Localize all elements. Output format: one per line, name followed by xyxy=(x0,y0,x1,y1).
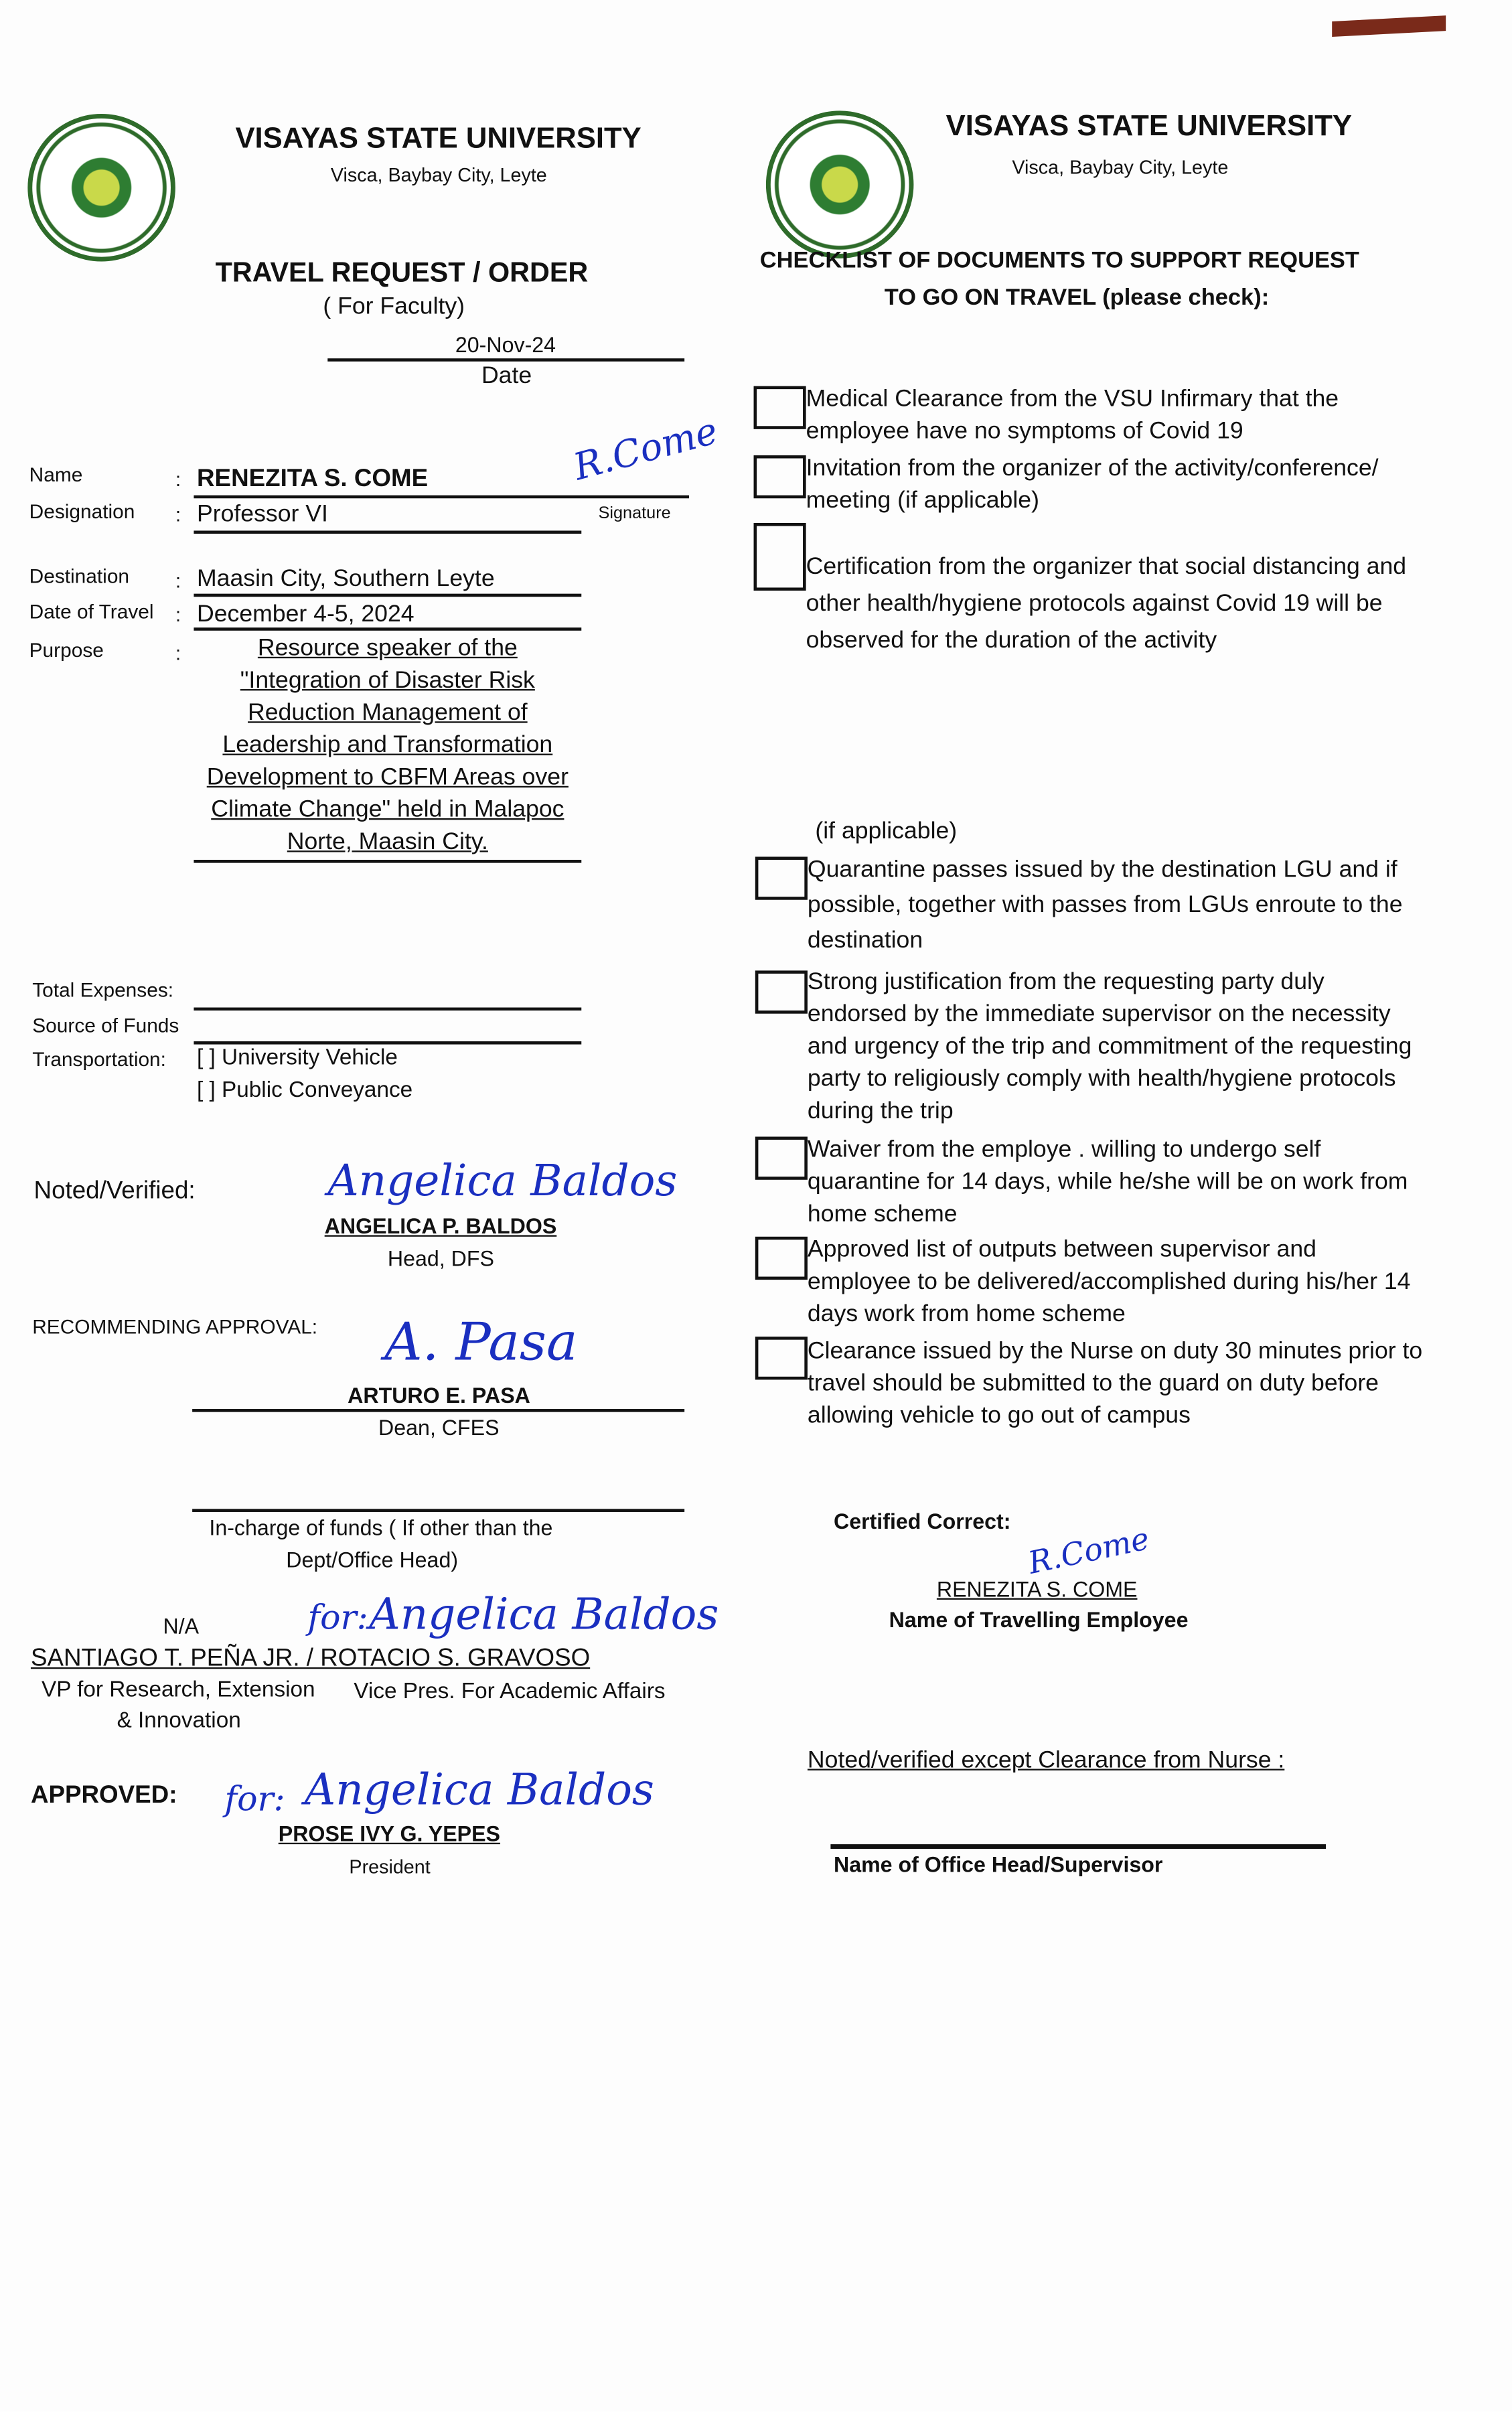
university-name: VISAYAS STATE UNIVERSITY xyxy=(946,110,1352,143)
name-label: Name xyxy=(29,463,83,486)
public-conveyance-checkbox[interactable]: [ ] Public Conveyance xyxy=(197,1078,413,1103)
colon: : xyxy=(175,569,181,593)
destination-value: Maasin City, Southern Leyte xyxy=(197,566,495,593)
office-head-caption: Name of Office Head/Supervisor xyxy=(833,1852,1163,1877)
designation-value: Professor VI xyxy=(197,501,328,528)
pasa-signature: A. Pasa xyxy=(384,1312,578,1374)
vp-academic-title: Vice Pres. For Academic Affairs xyxy=(354,1679,666,1705)
university-address: Visca, Baybay City, Leyte xyxy=(1012,157,1229,179)
transportation-label: Transportation: xyxy=(32,1047,166,1071)
form-subtitle: ( For Faculty) xyxy=(323,293,465,320)
vp-names: SANTIAGO T. PEÑA JR. / ROTACIO S. GRAVOSO xyxy=(30,1645,591,1672)
checkbox-approved-outputs[interactable] xyxy=(755,1237,808,1280)
purpose-line: Norte, Maasin City. xyxy=(287,829,488,856)
president-title: President xyxy=(349,1856,431,1878)
total-expenses-line xyxy=(194,1008,581,1011)
checklist-item-label: Approved list of outputs between supervisor and employee to be delivered/accomplished during his/her 14 days work from home scheme xyxy=(807,1236,1411,1328)
noted-except-label: Noted/verified except Clearance from Nurse : xyxy=(807,1747,1285,1774)
purpose-line-end xyxy=(194,860,581,863)
designation-label: Designation xyxy=(29,500,135,523)
na-text: N/A xyxy=(163,1613,200,1639)
date-of-travel-line xyxy=(194,627,581,631)
purpose-line: Climate Change" held in Malapoc xyxy=(211,796,564,823)
designation-line xyxy=(194,530,581,534)
date-of-travel-value: December 4-5, 2024 xyxy=(197,601,414,628)
purpose-value xyxy=(194,632,581,858)
university-seal-logo xyxy=(766,110,914,258)
page-edge-mark xyxy=(1332,15,1446,37)
noted-verified-label: Noted/Verified: xyxy=(33,1178,196,1205)
funds-label: Dept/Office Head) xyxy=(286,1547,459,1572)
destination-label: Destination xyxy=(29,564,130,588)
travelling-employee-name: RENEZITA S. COME xyxy=(936,1576,1138,1602)
purpose-line: Resource speaker of the xyxy=(257,635,518,662)
vp-research-title: & Innovation xyxy=(117,1708,241,1734)
purpose-label: Purpose xyxy=(29,638,104,662)
total-expenses-label: Total Expenses: xyxy=(32,978,174,1002)
president-name: PROSE IVY G. YEPES xyxy=(278,1821,501,1846)
checkbox-nurse-clearance[interactable] xyxy=(755,1337,808,1379)
name-line xyxy=(194,496,689,499)
baldos-signature: Angelica Baldos xyxy=(327,1155,678,1206)
noted-title: Head, DFS xyxy=(387,1246,494,1271)
certified-correct-label: Certified Correct: xyxy=(833,1509,1011,1534)
checkbox-quarantine-passes[interactable] xyxy=(755,856,808,899)
colon: : xyxy=(175,503,181,526)
checklist-item-label: Clearance issued by the Nurse on duty 30 minutes prior to travel should be submitted to the guard on duty before allowing vehicle to go out of campus xyxy=(807,1338,1423,1429)
signature-label: Signature xyxy=(598,504,671,523)
checkbox-strong-justification[interactable] xyxy=(755,970,808,1013)
checklist-item-label: Waiver from the employe . willing to undergo self quarantine for 14 days, while he/she will be on work from home scheme xyxy=(807,1136,1408,1228)
colon: : xyxy=(175,641,181,665)
if-applicable-note: (if applicable) xyxy=(815,818,958,845)
noted-name: ANGELICA P. BALDOS xyxy=(324,1213,557,1239)
purpose-line: Development to CBFM Areas over xyxy=(206,764,569,791)
checkbox-waiver[interactable] xyxy=(755,1136,808,1179)
purpose-line: Leadership and Transformation xyxy=(222,732,553,759)
source-of-funds-label: Source of Funds xyxy=(32,1013,179,1037)
recommending-line xyxy=(192,1409,684,1412)
source-of-funds-line xyxy=(194,1041,581,1045)
checklist-item-label: Certification from the organizer that social distancing and other health/hygiene protocols against Covid 19 will be observed for the duration of the activity xyxy=(806,553,1407,654)
recommending-approval-label: RECOMMENDING APPROVAL: xyxy=(32,1314,318,1339)
employee-signature: R.Come xyxy=(569,409,723,489)
for-mark: for: xyxy=(224,1781,285,1820)
checklist-title: CHECKLIST OF DOCUMENTS TO SUPPORT REQUEST xyxy=(759,247,1359,274)
university-seal-logo xyxy=(27,114,175,262)
checkbox-invitation[interactable] xyxy=(754,455,806,498)
purpose-line: "Integration of Disaster Risk xyxy=(240,667,535,694)
checkbox-certification[interactable] xyxy=(754,523,806,591)
checklist-item-label: Quarantine passes issued by the destination LGU and if possible, together with passes from LGUs enroute to the destination xyxy=(807,856,1403,954)
date-of-travel-label: Date of Travel xyxy=(29,599,154,623)
date-label: Date xyxy=(481,363,532,390)
destination-line xyxy=(194,594,581,597)
university-address: Visca, Baybay City, Leyte xyxy=(330,164,547,186)
for-mark: for: xyxy=(307,1599,368,1639)
recommending-title: Dean, CFES xyxy=(378,1415,500,1440)
approved-label: APPROVED: xyxy=(30,1783,177,1809)
university-name: VISAYAS STATE UNIVERSITY xyxy=(235,123,641,155)
office-head-line xyxy=(830,1844,1326,1849)
date-value: 20-Nov-24 xyxy=(455,332,556,357)
purpose-line: Reduction Management of xyxy=(248,700,528,727)
recommending-name: ARTURO E. PASA xyxy=(348,1383,530,1408)
funds-label: In-charge of funds ( If other than the xyxy=(209,1515,553,1540)
gravoso-signature: Angelica Baldos xyxy=(369,1588,719,1640)
date-line xyxy=(327,358,684,362)
checklist-item-label: Medical Clearance from the VSU Infirmary that the employee have no symptoms of Covid 19 xyxy=(806,386,1339,445)
colon: : xyxy=(175,603,181,626)
form-title: TRAVEL REQUEST / ORDER xyxy=(215,256,589,288)
name-value: RENEZITA S. COME xyxy=(197,465,429,493)
employee-signature: R.Come xyxy=(1025,1519,1152,1582)
vp-research-title: VP for Research, Extension xyxy=(42,1678,315,1703)
checklist-item-label: Invitation from the organizer of the activity/conference/ meeting (if applicable) xyxy=(806,455,1379,514)
funds-line xyxy=(192,1509,684,1512)
travelling-employee-caption: Name of Travelling Employee xyxy=(889,1607,1189,1633)
checklist-title: TO GO ON TRAVEL (please check): xyxy=(884,284,1270,311)
checklist-item-label: Strong justification from the requesting party duly endorsed by the immediate supervisor on the necessity and urgency of the trip and commitment of the requesting party to religiously comply with health/hygiene protocols during the trip xyxy=(807,969,1412,1125)
checkbox-medical-clearance[interactable] xyxy=(754,386,806,429)
university-vehicle-checkbox[interactable]: [ ] University Vehicle xyxy=(197,1045,398,1071)
yepes-signature: Angelica Baldos xyxy=(304,1764,654,1815)
colon: : xyxy=(175,467,181,491)
